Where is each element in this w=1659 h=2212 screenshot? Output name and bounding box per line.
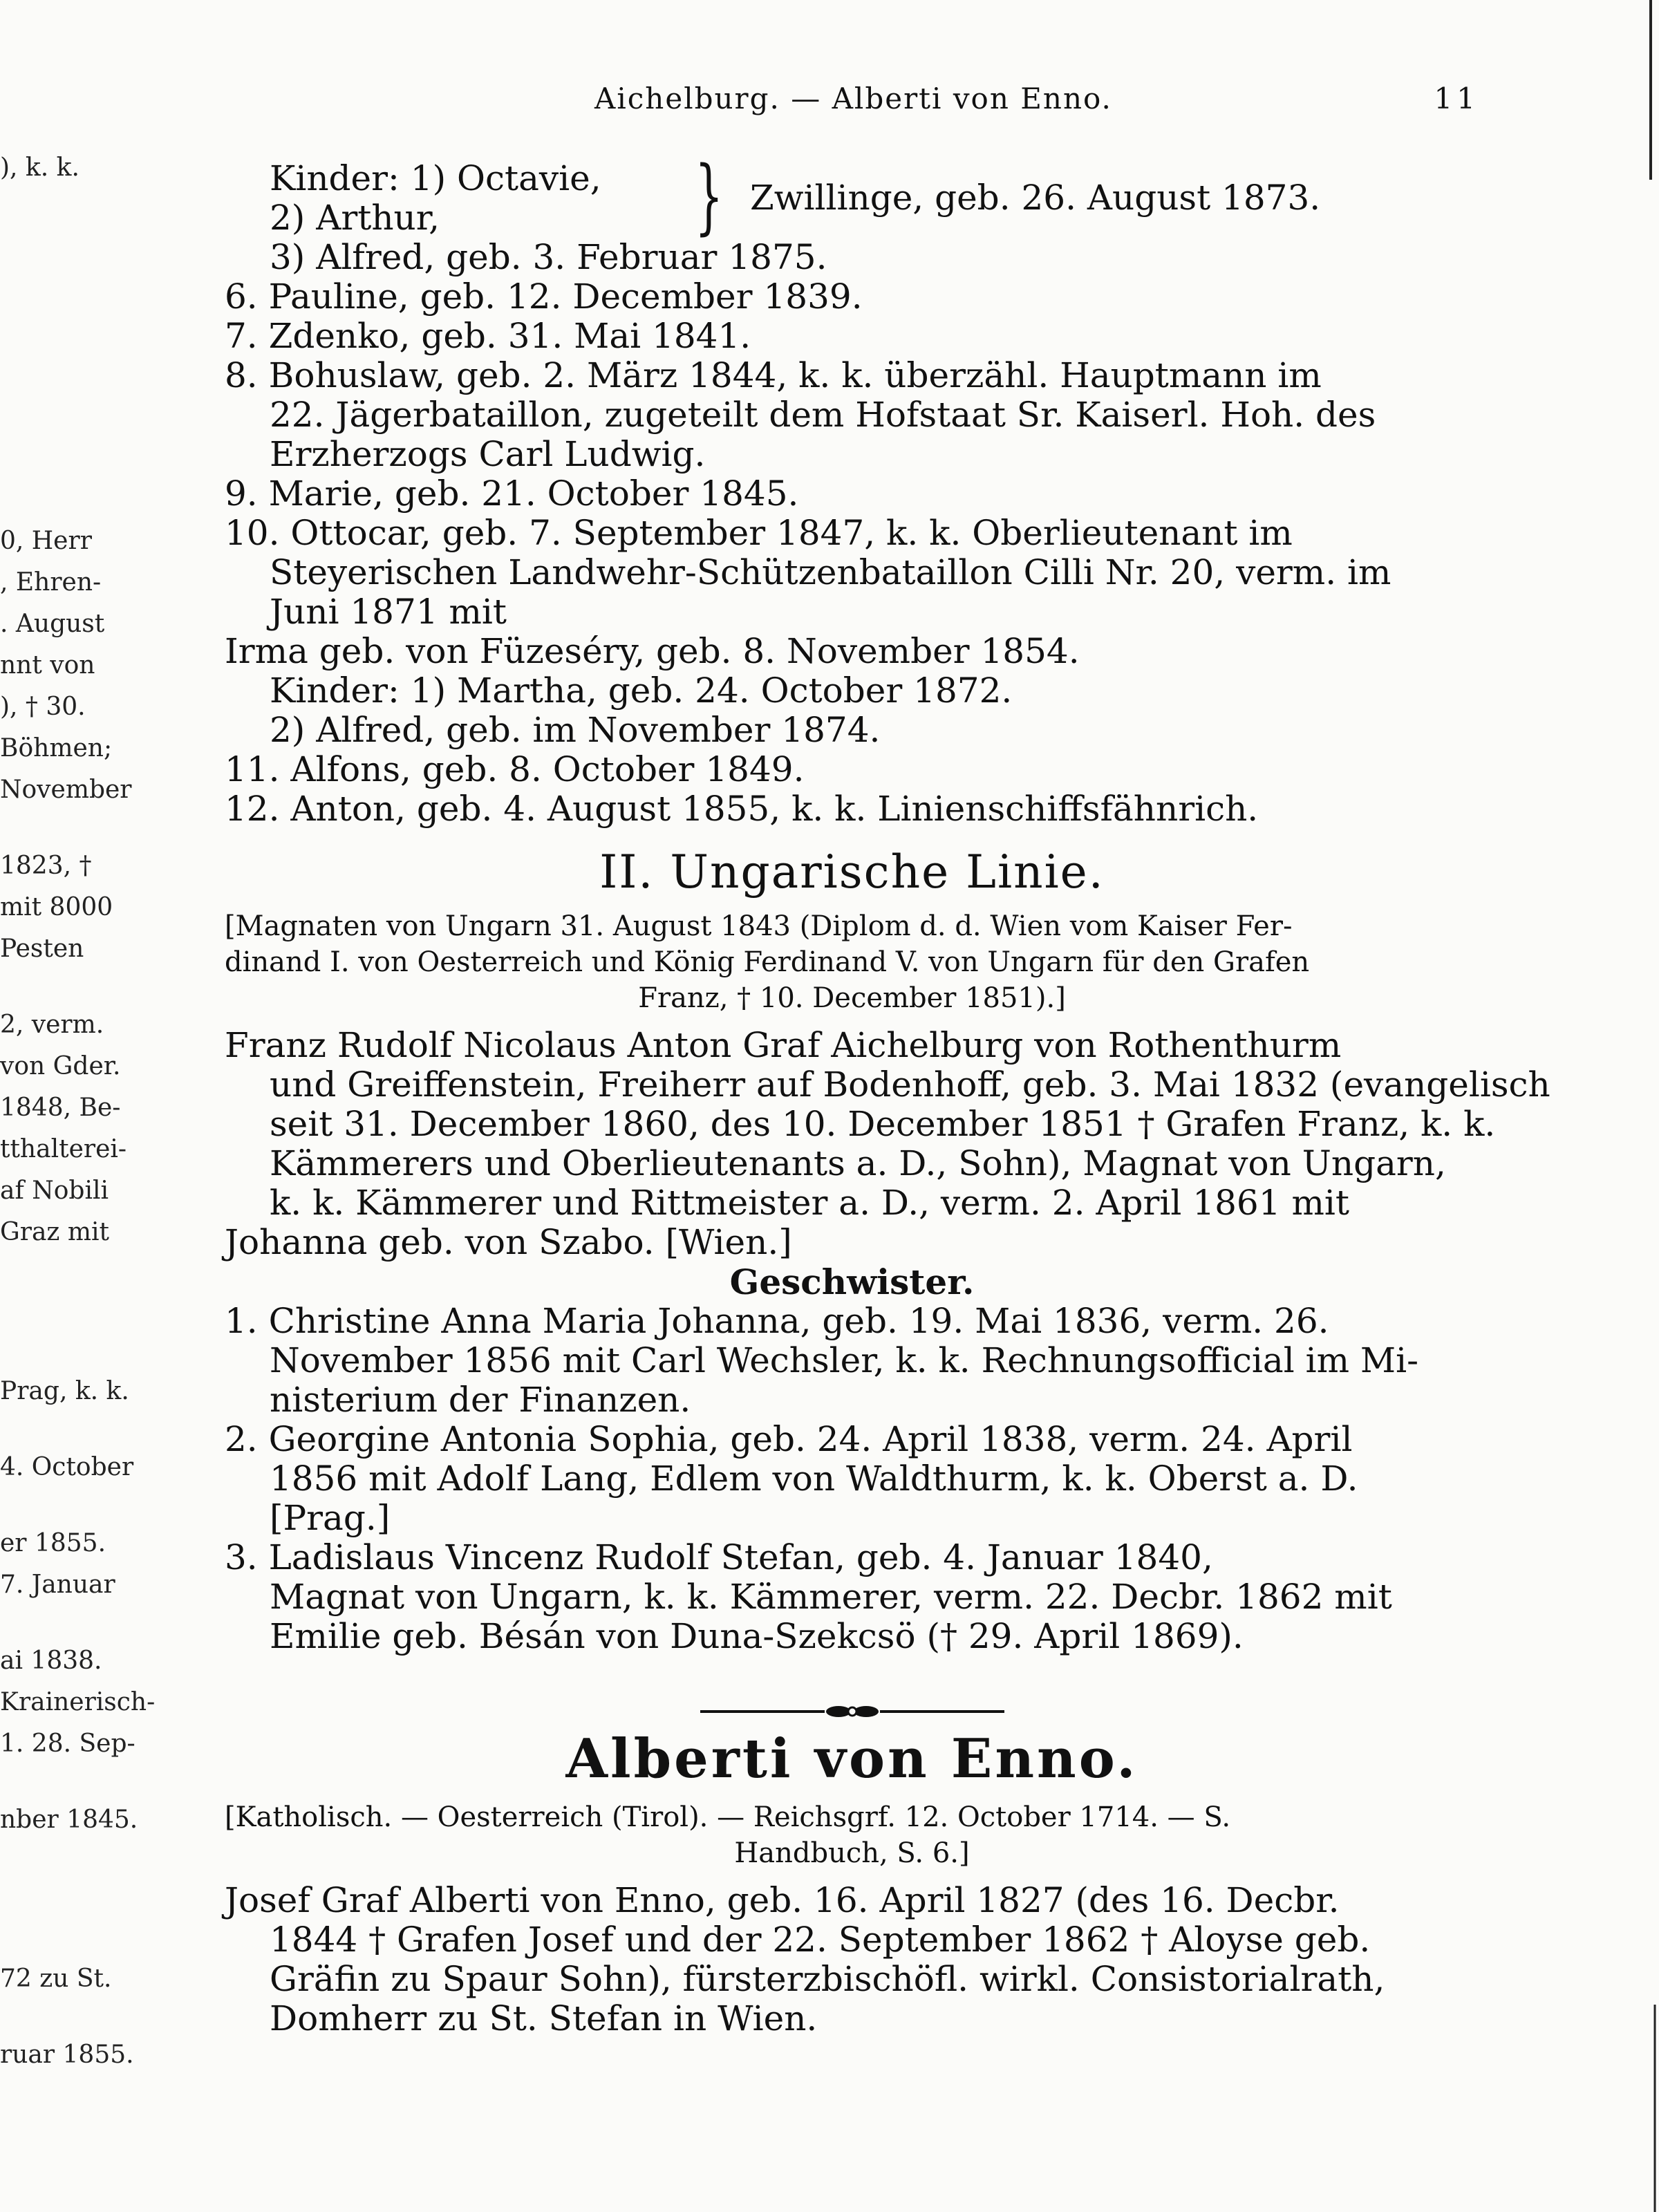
entry-line: Magnat von Ungarn, k. k. Kämmerer, verm. 22. Decbr. 1862 mit [270, 1577, 1392, 1617]
entry-line: Domherr zu St. Stefan in Wien. [270, 1998, 818, 2038]
entry-line: Gräfin zu Spaur Sohn), fürsterzbischöfl. wirkl. Consistorialrath, [270, 1959, 1385, 1999]
twins-note: Zwillinge, geb. 26. August 1873. [750, 178, 1321, 218]
entry-line: 2) Alfred, geb. im November 1874. [270, 710, 881, 750]
page-edge-marks [1645, 0, 1659, 2212]
margin-text: tthalterei- [0, 1135, 127, 1163]
entry-line: k. k. Kämmerer und Rittmeister a. D., verm. 2. April 1861 mit [270, 1183, 1349, 1223]
margin-text: af Nobili [0, 1177, 109, 1205]
family-note [225, 1799, 1479, 1871]
left-margin-fragment [0, 0, 156, 2212]
margin-text: 72 zu St. [0, 1965, 112, 1993]
twins-block [225, 148, 1479, 243]
brace-glyph: } [695, 148, 724, 243]
margin-text: 1. 28. Sep- [0, 1730, 135, 1758]
margin-text: er 1855. [0, 1529, 106, 1557]
siblings-heading: Geschwister. [729, 1262, 975, 1302]
entry-line: 2) Arthur, [270, 198, 440, 238]
entry-line: [Prag.] [270, 1498, 391, 1538]
margin-text: ruar 1855. [0, 2041, 134, 2069]
page-body [225, 148, 1550, 2038]
margin-text: ), k. k. [0, 153, 79, 182]
margin-text: , Ehren- [0, 568, 102, 597]
margin-text: November [0, 776, 132, 804]
entry-line: November 1856 mit Carl Wechsler, k. k. Rechnungsofficial im Mi- [270, 1340, 1418, 1380]
note-line: [Magnaten von Ungarn 31. August 1843 (Diplom d. d. Wien vom Kaiser Fer- [225, 910, 1293, 942]
margin-text: 7. Januar [0, 1571, 115, 1599]
margin-text: . August [0, 610, 105, 638]
entry-line: Irma geb. von Füzeséry, geb. 8. November 1854. [225, 631, 1080, 671]
entry-line: 1844 † Grafen Josef und der 22. September 1862 † Aloyse geb. [270, 1920, 1371, 1960]
entry-line: 2. Georgine Antonia Sophia, geb. 24. April 1838, verm. 24. April [225, 1419, 1353, 1459]
margin-text: 4. October [0, 1453, 134, 1481]
entry-line: 9. Marie, geb. 21. October 1845. [225, 474, 799, 514]
entry-line: Kinder: 1) Martha, geb. 24. October 1872. [270, 671, 1013, 711]
entry-line: Franz Rudolf Nicolaus Anton Graf Aichelburg von Rothenthurm [225, 1025, 1342, 1065]
entry-line: nisterium der Finanzen. [270, 1380, 691, 1420]
entry-line: Josef Graf Alberti von Enno, geb. 16. April 1827 (des 16. Decbr. [225, 1880, 1340, 1920]
margin-text: 0, Herr [0, 527, 92, 555]
family-heading: Alberti von Enno. [565, 1727, 1138, 1790]
margin-text: nber 1845. [0, 1806, 138, 1834]
section-note [225, 908, 1479, 1016]
margin-text: ), † 30. [0, 693, 86, 721]
entry-line: 12. Anton, geb. 4. August 1855, k. k. Linienschiffsfähnrich. [225, 789, 1259, 829]
entry-line: 6. Pauline, geb. 12. December 1839. [225, 276, 863, 317]
header-title: Aichelburg. — Alberti von Enno. [594, 82, 1112, 115]
margin-text: Prag, k. k. [0, 1377, 129, 1405]
margin-text: 1823, † [0, 852, 92, 880]
margin-text: Graz mit [0, 1218, 109, 1246]
note-line: Franz, † 10. December 1851).] [638, 982, 1066, 1014]
running-header [594, 82, 1479, 115]
entry-line: 22. Jägerbataillon, zugeteilt dem Hofstaat Sr. Kaiserl. Hoh. des [270, 395, 1376, 435]
entry-line: und Greiffenstein, Freiherr auf Bodenhoff, geb. 3. Mai 1832 (evangelisch [270, 1065, 1550, 1105]
margin-text: ai 1838. [0, 1647, 102, 1675]
entry-line: Erzherzogs Carl Ludwig. [270, 434, 706, 474]
margin-text: nnt von [0, 651, 95, 679]
note-line: [Katholisch. — Oesterreich (Tirol). — Reichsgrf. 12. October 1714. — S. [225, 1801, 1231, 1833]
entry-line: Johanna geb. von Szabo. [Wien.] [225, 1222, 792, 1262]
margin-text: Pesten [0, 935, 84, 963]
margin-text: 1848, Be- [0, 1094, 121, 1122]
margin-text: 2, verm. [0, 1011, 104, 1039]
note-line: dinand I. von Oesterreich und König Ferdinand V. von Ungarn für den Grafen [225, 946, 1310, 978]
entry-line: 10. Ottocar, geb. 7. September 1847, k. k. Oberlieutenant im [225, 513, 1293, 553]
margin-text: Böhmen; [0, 734, 113, 762]
entry-line: 1. Christine Anna Maria Johanna, geb. 19. Mai 1836, verm. 26. [225, 1301, 1329, 1341]
entry-line: seit 31. December 1860, des 10. December 1851 † Grafen Franz, k. k. [270, 1104, 1496, 1144]
section-heading: II. Ungarische Linie. [599, 845, 1105, 899]
entry-line: 11. Alfons, geb. 8. October 1849. [225, 749, 805, 789]
entry-line: 3) Alfred, geb. 3. Februar 1875. [270, 237, 827, 277]
entry-line: 1856 mit Adolf Lang, Edlem von Waldthurm, k. k. Oberst a. D. [270, 1459, 1358, 1499]
margin-text: Krainerisch- [0, 1688, 156, 1716]
ornament-divider [700, 1698, 1004, 1725]
entry-line: Steyerischen Landwehr-Schützenbataillon Cilli Nr. 20, verm. im [270, 552, 1391, 592]
entry-line: 8. Bohuslaw, geb. 2. März 1844, k. k. überzähl. Hauptmann im [225, 355, 1322, 395]
margin-text: von Gder. [0, 1052, 121, 1080]
entry-line: 7. Zdenko, geb. 31. Mai 1841. [225, 316, 751, 356]
entry-line: Juni 1871 mit [270, 592, 507, 632]
entry-line: Kämmerers und Oberlieutenants a. D., Sohn), Magnat von Ungarn, [270, 1143, 1446, 1183]
margin-text: mit 8000 [0, 893, 113, 921]
note-line: Handbuch, S. 6.] [734, 1837, 970, 1869]
entry-line: 3. Ladislaus Vincenz Rudolf Stefan, geb. 4. Januar 1840, [225, 1537, 1213, 1577]
entry-line: Kinder: 1) Octavie, [270, 158, 601, 198]
page-number: 11 [1434, 82, 1479, 115]
entry-line: Emilie geb. Bésán von Duna-Szekcsö († 29. April 1869). [270, 1616, 1244, 1656]
